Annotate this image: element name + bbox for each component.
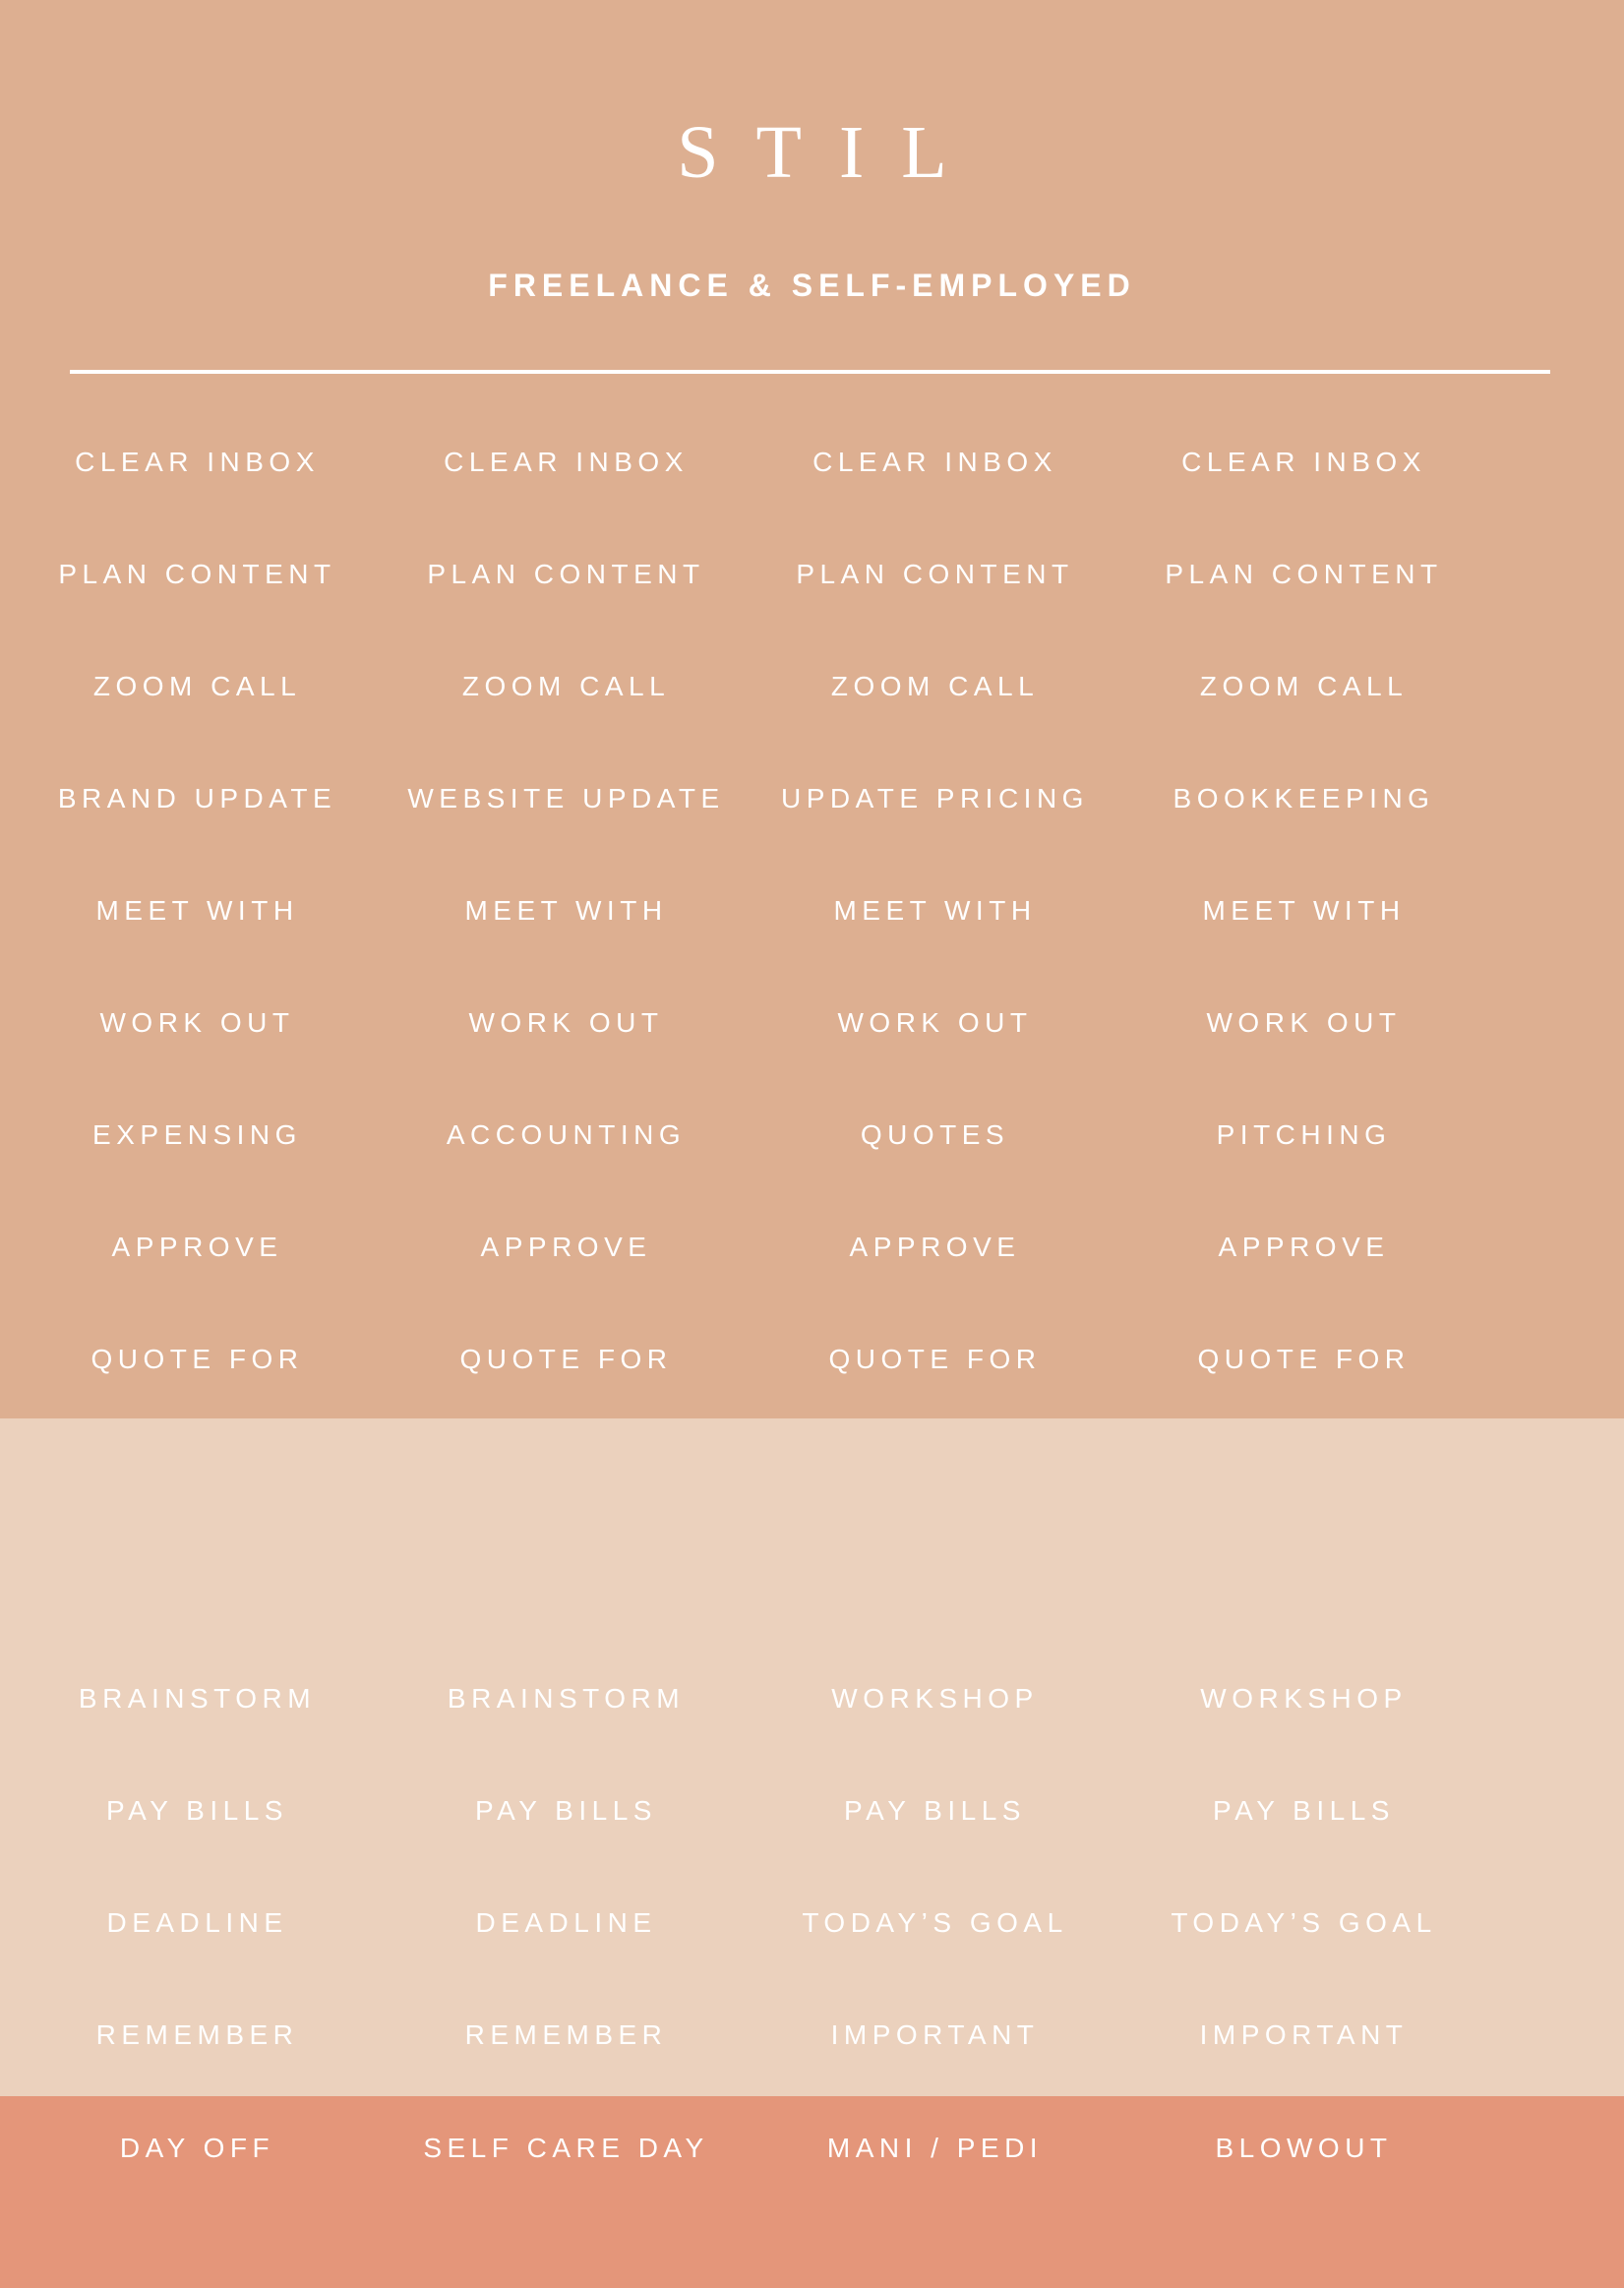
sticker-label: BLOWOUT	[1215, 2133, 1393, 2163]
sticker-label: TODAY’S GOAL	[1171, 1907, 1437, 1938]
sticker-label: ZOOM CALL	[461, 671, 671, 701]
sticker-label: APPROVE	[480, 1232, 652, 1262]
sticker-label: QUOTE FOR	[828, 1344, 1042, 1374]
sticker-label: APPROVE	[849, 1232, 1021, 1262]
sticker-label: MEET WITH	[1202, 895, 1406, 926]
sticker-label: CLEAR INBOX	[75, 447, 320, 477]
sticker-label: MANI / PEDI	[826, 2133, 1044, 2163]
sticker-label: TODAY’S GOAL	[802, 1907, 1068, 1938]
sticker-label: MEET WITH	[833, 895, 1037, 926]
sticker-label: BOOKKEEPING	[1173, 783, 1435, 813]
sticker-label: WEBSITE UPDATE	[407, 783, 725, 813]
sticker-label: SELF CARE DAY	[423, 2133, 709, 2163]
sticker-label: ZOOM CALL	[92, 671, 302, 701]
brand-logo: STIL	[677, 111, 985, 194]
sticker-label: BRAINSTORM	[447, 1683, 686, 1714]
sticker-label: REMEMBER	[95, 2019, 299, 2050]
sticker-label: PLAN CONTENT	[1165, 559, 1443, 589]
sticker-label: MEET WITH	[95, 895, 299, 926]
sticker-label: MEET WITH	[464, 895, 668, 926]
sticker-label: ZOOM CALL	[1199, 671, 1409, 701]
sticker-label: UPDATE PRICING	[781, 783, 1089, 813]
sticker-label: IMPORTANT	[830, 2019, 1040, 2050]
middle-sticker-grid	[13, 1679, 1488, 2128]
sticker-label: ACCOUNTING	[446, 1119, 687, 1150]
sticker-label: WORKSHOP	[831, 1683, 1039, 1714]
sticker-label: DEADLINE	[106, 1907, 288, 1938]
sticker-label: QUOTE FOR	[90, 1344, 304, 1374]
sticker-label: PAY BILLS	[106, 1795, 288, 1826]
sticker-label: WORKSHOP	[1200, 1683, 1408, 1714]
sticker-label: ZOOM CALL	[830, 671, 1040, 701]
top-sticker-grid	[13, 443, 1488, 1452]
sticker-label: PAY BILLS	[844, 1795, 1026, 1826]
sticker-label: PAY BILLS	[475, 1795, 657, 1826]
sticker-label: CLEAR INBOX	[444, 447, 689, 477]
sticker-label: WORK OUT	[99, 1007, 295, 1038]
bottom-sticker-grid	[13, 2129, 1488, 2172]
sticker-label: PLAN CONTENT	[58, 559, 336, 589]
sticker-label: WORK OUT	[1206, 1007, 1402, 1038]
sticker-label: REMEMBER	[464, 2019, 668, 2050]
sticker-label: CLEAR INBOX	[812, 447, 1057, 477]
sticker-label: APPROVE	[1218, 1232, 1390, 1262]
sticker-label: BRAND UPDATE	[57, 783, 337, 813]
sticker-label: PLAN CONTENT	[796, 559, 1074, 589]
sticker-label: QUOTE FOR	[459, 1344, 673, 1374]
sticker-label: IMPORTANT	[1199, 2019, 1409, 2050]
sticker-label: DAY OFF	[119, 2133, 275, 2163]
sticker-label: QUOTES	[860, 1119, 1010, 1150]
sticker-label: EXPENSING	[92, 1119, 302, 1150]
sticker-label: PLAN CONTENT	[427, 559, 705, 589]
sticker-label: PAY BILLS	[1213, 1795, 1395, 1826]
sticker-label: QUOTE FOR	[1197, 1344, 1411, 1374]
sticker-label: WORK OUT	[468, 1007, 664, 1038]
sticker-label: APPROVE	[111, 1232, 283, 1262]
sticker-label: PITCHING	[1216, 1119, 1392, 1150]
sticker-label: DEADLINE	[475, 1907, 657, 1938]
sticker-label: WORK OUT	[837, 1007, 1033, 1038]
sheet-subtitle: FREELANCE & SELF-EMPLOYED	[488, 268, 1136, 303]
sticker-label: CLEAR INBOX	[1181, 447, 1426, 477]
sticker-label: BRAINSTORM	[78, 1683, 317, 1714]
divider-line	[70, 370, 1550, 374]
